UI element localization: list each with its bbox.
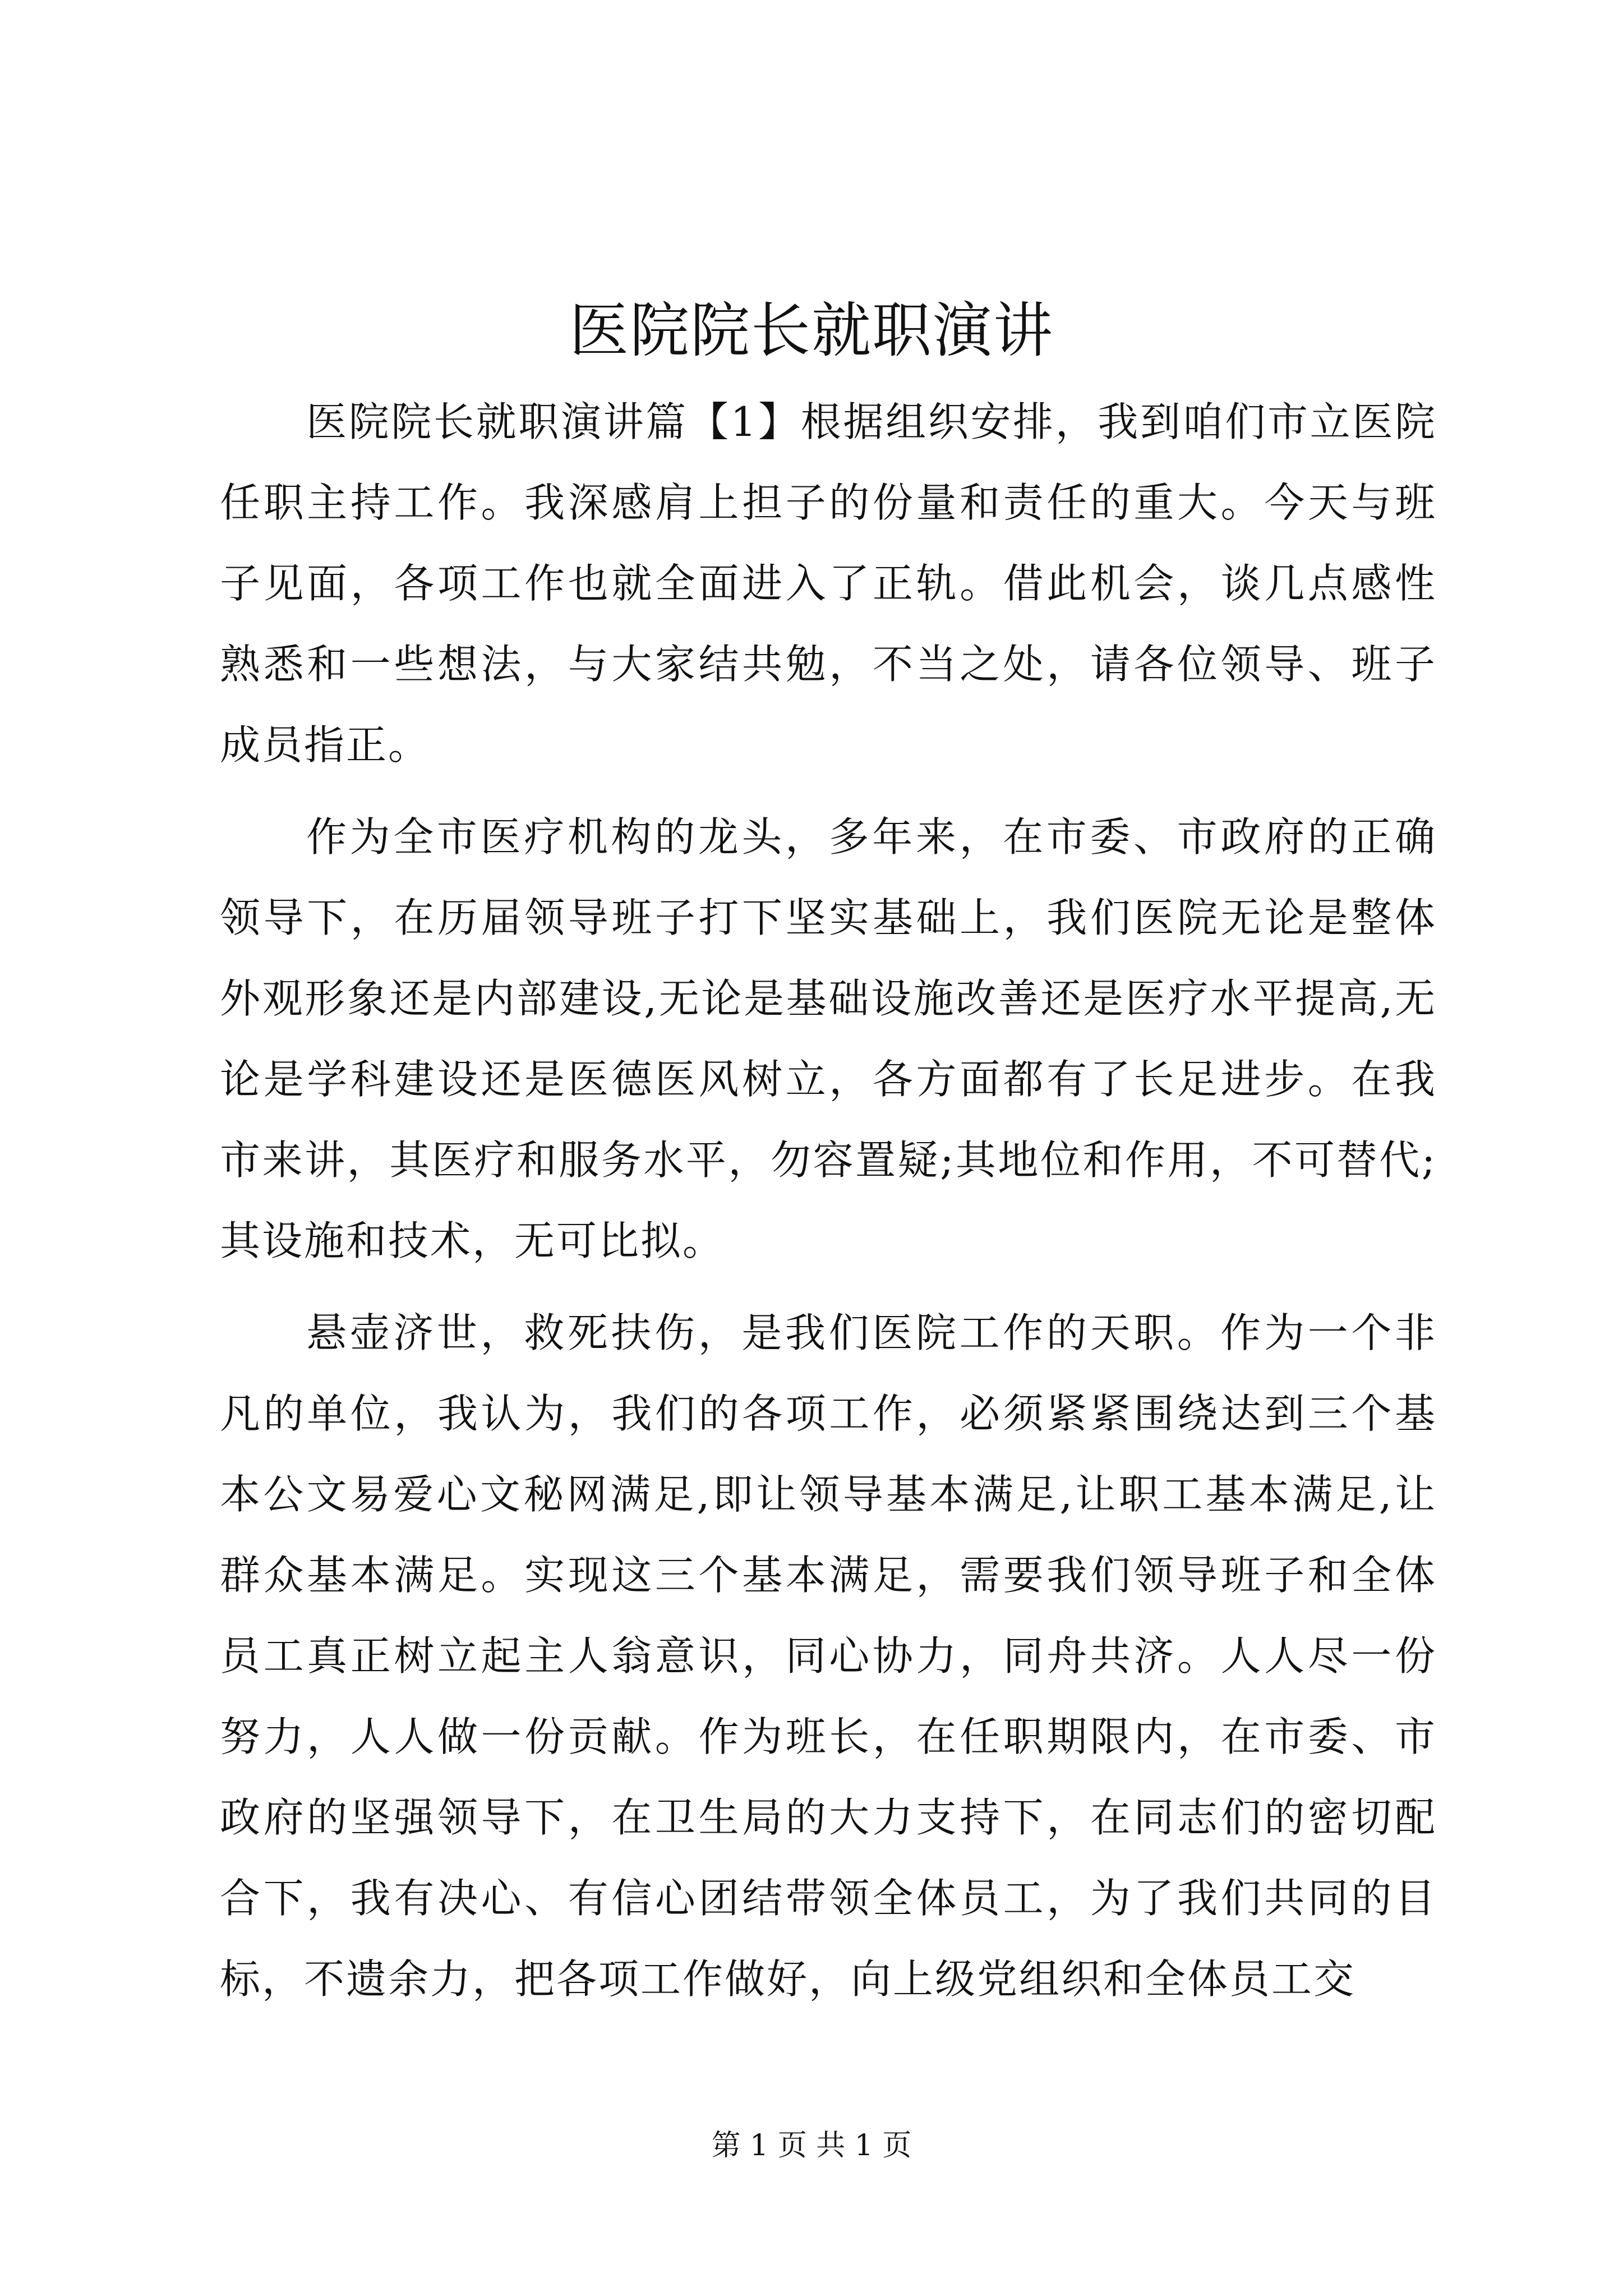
document-title: 医院院长就职演讲 (569, 296, 1054, 365)
paragraph-3: 悬壶济世，救死扶伤，是我们医院工作的天职。作为一个非凡的单位，我认为，我们的各项工作，必须紧紧围绕达到三个基本公文易爱心文秘网满足,即让领导基本满足,让职工基本满足,让群众基本满足。实现这三个基本满足，需要我们领导班子和全体员工真正树立起主人翁意识，同心协力，同舟共济。人人尽一份努力，人人做一份贡献。作为班长，在任职期限内，在市委、市政府的坚强领导下，在卫生局的大力支持下，在同志们的密切配合下，我有决心、有信心团结带领全体员工，为了我们共同的目标，不遗余力，把各项工作做好，向上级党组织和全体员工交 (220, 1309, 1437, 2003)
page-footer: 第 1 页 共 1 页 (711, 2129, 912, 2162)
paragraph-2: 作为全市医疗机构的龙头，多年来，在市委、市政府的正确领导下，在历届领导班子打下坚实基础上，我们医院无论是整体外观形象还是内部建设,无论是基础设施改善还是医疗水平提高,无论是学科建设还是医德医风树立，各方面都有了长足进步。在我市来讲，其医疗和服务水平，勿容置疑;其地位和作用，不可替代;其设施和技术，无可比拟。 (220, 813, 1437, 1264)
paragraph-1: 医院院长就职演讲篇【1】根据组织安排，我到咱们市立医院任职主持工作。我深感肩上担子的份量和责任的重大。今天与班子见面，各项工作也就全面进入了正轨。借此机会，谈几点感性熟悉和一些想法，与大家结共勉，不当之处，请各位领导、班子成员指正。 (220, 398, 1437, 769)
document-body (220, 381, 1437, 2031)
